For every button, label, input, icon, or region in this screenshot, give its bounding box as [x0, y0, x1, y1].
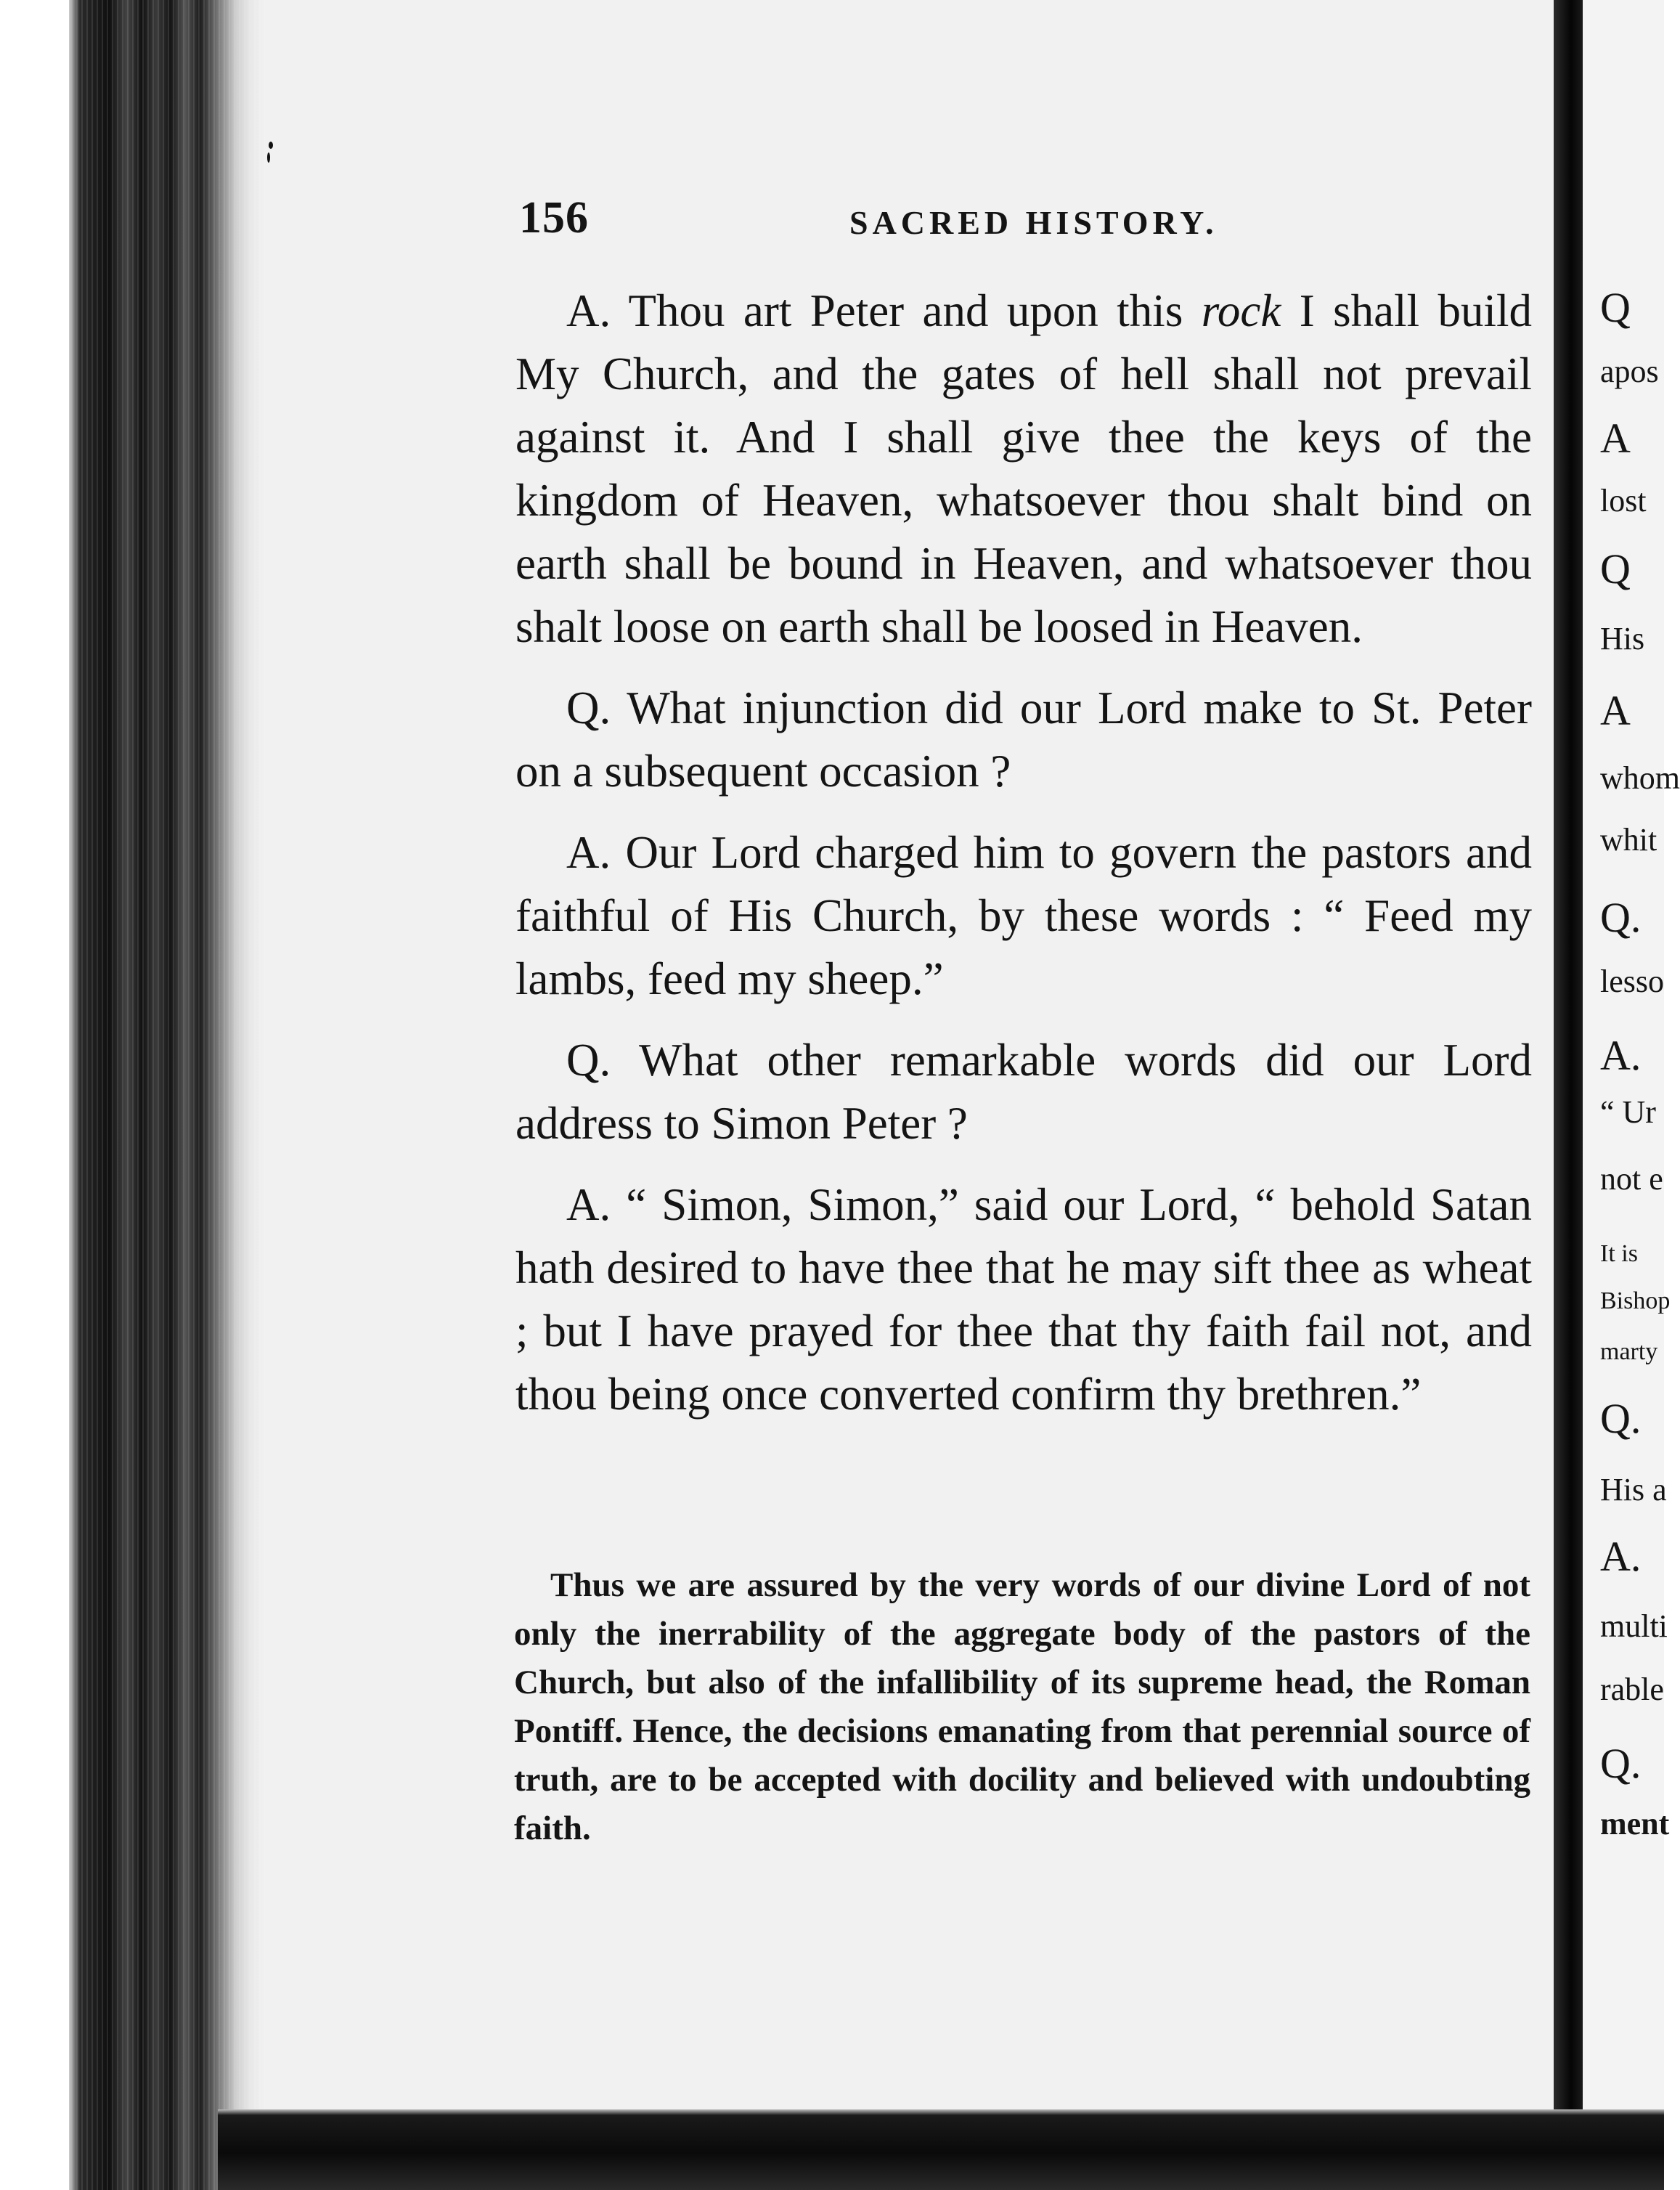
facing-line: marty — [1600, 1338, 1658, 1365]
italic-word: rock — [1201, 285, 1281, 336]
facing-line: Q. — [1600, 1395, 1642, 1442]
answer-paragraph: A. Our Lord charged him to govern the pastors and faithful of His Church, by these words : “ Feed my lambs, feed my sheep.” — [515, 827, 1532, 1004]
facing-line: rable — [1600, 1672, 1664, 1707]
note-text: Thus we are assured by the very words of our divine Lord of not only the inerrability of the aggregate body of the pastors of the Church, but also of the infallibility of its supreme head, the Roman Pontiff. Hence, the decisions emanating from that perennial source of truth, are to be accepted with docility and believed with undoubting faith. — [514, 1566, 1530, 1847]
paragraph-text: A. Thou art Peter and upon this — [566, 285, 1202, 336]
facing-line: Q — [1600, 284, 1631, 331]
answer-paragraph — [515, 280, 1532, 659]
facing-line: His a — [1600, 1472, 1667, 1507]
facing-line: Bishop — [1600, 1287, 1671, 1314]
facing-line: “ Ur — [1600, 1094, 1656, 1130]
ink-speck — [267, 152, 270, 163]
facing-line: whit — [1600, 822, 1657, 858]
facing-line: not e — [1600, 1161, 1663, 1197]
facing-line: A — [1600, 415, 1631, 462]
facing-line: It is — [1600, 1240, 1638, 1267]
page-number: 156 — [519, 193, 589, 243]
page-bottom-edge — [218, 2109, 1664, 2190]
facing-line: apos — [1600, 354, 1659, 389]
body-text — [515, 280, 1532, 1444]
answer-paragraph: A. “ Simon, Simon,” said our Lord, “ behold Satan hath desired to have thee that he may sift thee as wheat ; but I have prayed for thee that thy faith fail not, and thou being once converted confirm thy brethren.” — [515, 1179, 1532, 1420]
facing-line: A. — [1600, 1533, 1642, 1580]
facing-line: Q. — [1600, 1740, 1642, 1787]
running-head: SACRED HISTORY. — [849, 204, 1218, 241]
facing-line: lesso — [1600, 964, 1664, 999]
facing-page — [1583, 0, 1680, 2109]
facing-line: A. — [1600, 1032, 1642, 1079]
facing-line: ment — [1600, 1806, 1670, 1841]
question-paragraph: Q. What injunction did our Lord make to St. Peter on a subsequent occasion ? — [515, 683, 1532, 797]
facing-line: His — [1600, 621, 1645, 656]
footnote-paragraph — [514, 1561, 1530, 1853]
paragraph-text: I shall build My Church, and the gates of hell shall not prevail against it. And I shall give thee the keys of the kingdom of Heaven, whatsoever thou shalt bind on earth shall be bound in Heaven, and whatsoever thou shalt loose on earth shall be loosed in Heaven. — [515, 285, 1532, 652]
facing-line: Q — [1600, 545, 1631, 593]
facing-line: whom — [1600, 760, 1680, 796]
facing-line: multi — [1600, 1608, 1668, 1644]
book-binding-edge — [0, 0, 269, 2190]
page-gutter — [1554, 0, 1583, 2109]
facing-line: Q. — [1600, 894, 1642, 941]
ink-speck — [269, 142, 273, 149]
facing-line: lost — [1600, 483, 1647, 518]
question-paragraph: Q. What other remarkable words did our Lord address to Simon Peter ? — [515, 1035, 1532, 1149]
facing-line: A — [1600, 687, 1631, 734]
